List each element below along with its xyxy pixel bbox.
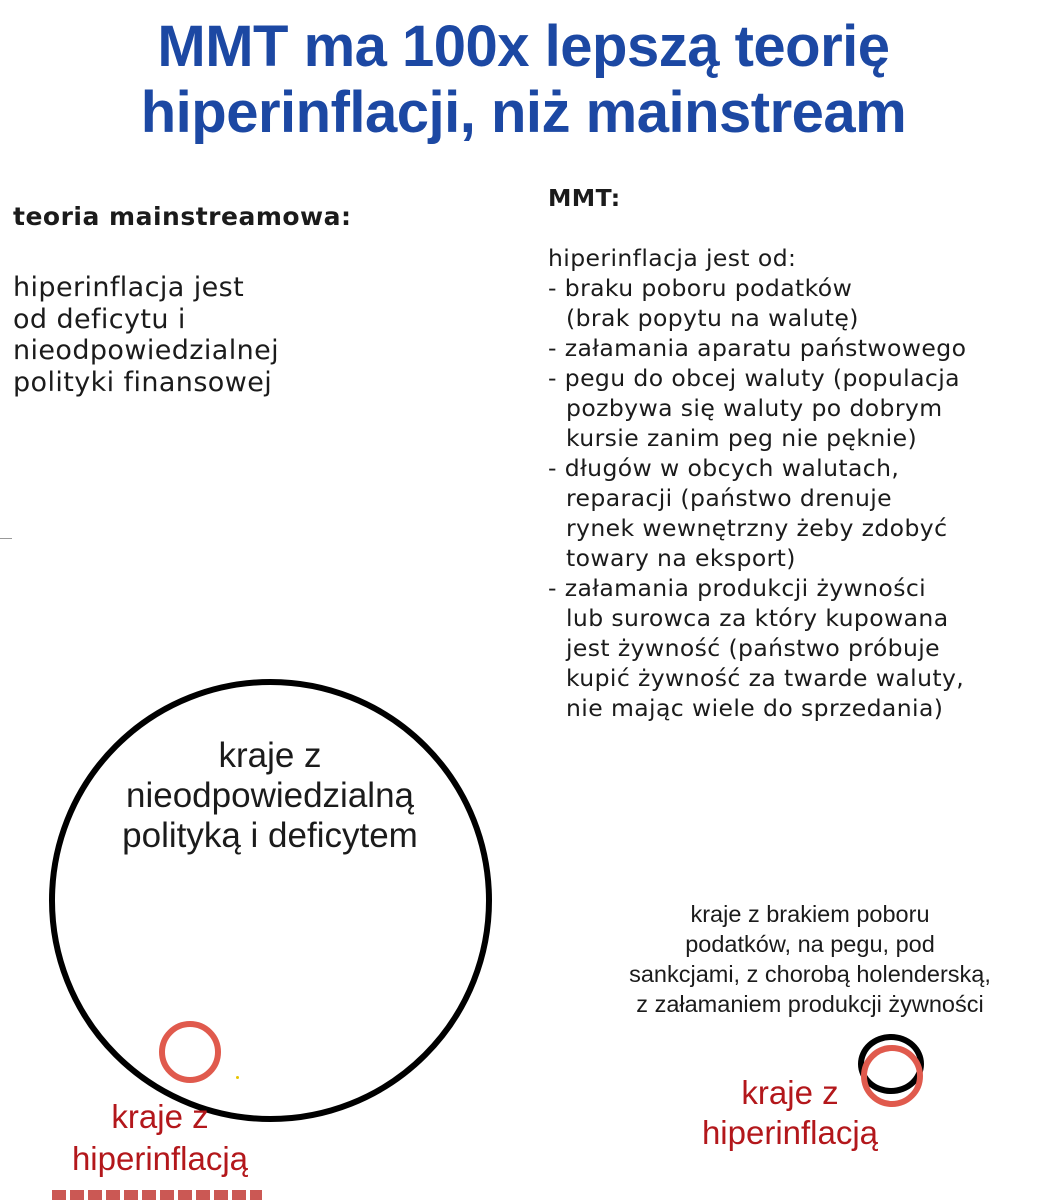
mmt-cause-line: reparacji (państwo drenuje	[566, 484, 893, 512]
mmt-cause-item	[548, 363, 1043, 453]
mmt-set-label-line: kraje z brakiem poboru	[690, 901, 930, 927]
mmt-cause-line: - pegu do obcej waluty (populacja	[548, 364, 960, 392]
stray-dot	[236, 1076, 239, 1079]
mainstream-set-label-line: kraje z	[218, 736, 322, 775]
mainstream-body	[13, 272, 343, 398]
mmt-set-label-line: podatków, na pegu, pod	[685, 931, 935, 957]
mmt-cause-list	[548, 273, 1043, 723]
mmt-section	[548, 183, 1043, 723]
mmt-cause-line: nie mając wiele do sprzedania)	[566, 694, 944, 722]
mainstream-line: od deficytu i	[13, 303, 186, 335]
mmt-cause-line: towary na eksport)	[566, 544, 796, 572]
mmt-cause-item	[548, 453, 1043, 573]
mainstream-line: polityki finansowej	[13, 366, 273, 398]
mmt-cause-line: - braku poboru podatków	[548, 274, 853, 302]
mmt-set-label-line: z załamaniem produkcji żywności	[636, 991, 984, 1017]
mmt-set-label	[560, 899, 1047, 1019]
page-title	[0, 14, 1047, 146]
mmt-set-label-line: sankcjami, z chorobą holenderską,	[629, 961, 991, 987]
hyperinflation-label-right	[660, 1073, 920, 1153]
hyperinflation-label-line: kraje z	[741, 1074, 839, 1111]
mmt-cause-line: - załamania produkcji żywności	[548, 574, 927, 602]
mmt-cause-line: jest żywność (państwo próbuje	[566, 634, 941, 662]
mmt-cause-line: - długów w obcych walutach,	[548, 454, 900, 482]
mmt-cause-item	[548, 273, 1043, 333]
hyperinflation-circle-left	[159, 1021, 221, 1083]
cropped-text-fragment	[52, 1190, 262, 1200]
mainstream-line: hiperinflacja jest	[13, 272, 245, 303]
mmt-label: MMT:	[548, 184, 621, 212]
mainstream-line: nieodpowiedzialnej	[13, 335, 280, 366]
hyperinflation-label-line: hiperinflacją	[701, 1114, 879, 1151]
mmt-cause-line: rynek wewnętrzny żeby zdobyć	[566, 514, 948, 542]
hyperinflation-label-line: hiperinflacją	[71, 1140, 249, 1177]
mmt-cause-line: pozbywa się waluty po dobrym	[566, 394, 943, 422]
mmt-spacer	[548, 213, 1043, 243]
mmt-cause-line: kupić żywność za twarde waluty,	[566, 664, 965, 692]
mainstream-set-label-line: nieodpowiedzialną	[126, 776, 414, 815]
title-line-2: hiperinflacji, niż mainstream	[140, 80, 907, 145]
mainstream-heading: teoria mainstreamowa:	[13, 202, 352, 231]
mmt-cause-line: (brak popytu na walutę)	[566, 304, 859, 332]
mainstream-set-label	[60, 736, 480, 856]
edge-mark	[0, 538, 12, 539]
title-line-1: MMT ma 100x lepszą teorię	[157, 14, 890, 79]
hyperinflation-label-line: kraje z	[111, 1098, 209, 1135]
mmt-cause-item	[548, 573, 1043, 723]
mmt-cause-line: lub surowca za który kupowana	[566, 604, 949, 632]
mainstream-set-label-line: polityką i deficytem	[122, 816, 418, 855]
mmt-cause-line: - załamania aparatu państwowego	[548, 334, 967, 362]
mmt-cause-line: kursie zanim peg nie pęknie)	[566, 424, 918, 452]
mmt-intro: hiperinflacja jest od:	[548, 244, 797, 272]
mmt-cause-item	[548, 333, 1043, 363]
hyperinflation-label-left	[30, 1096, 290, 1180]
